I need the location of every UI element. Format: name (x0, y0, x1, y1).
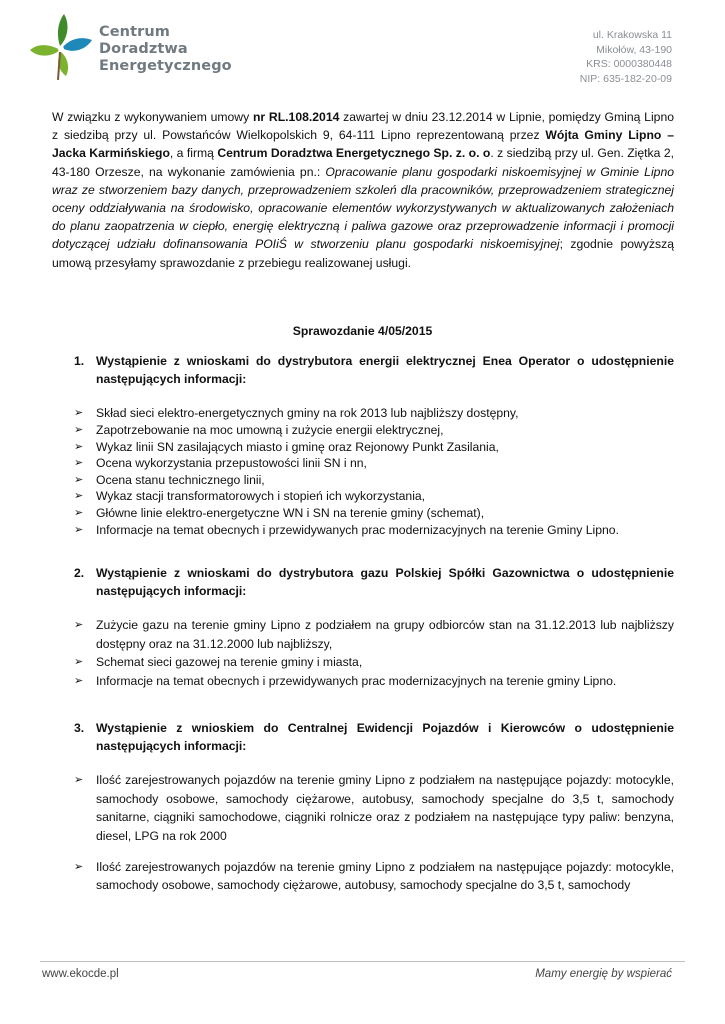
list-item (52, 439, 674, 456)
section-number: 1. (74, 354, 85, 368)
list-item-text: Informacje na temat obecnych i przewidywanych prac modernizacyjnych na terenie gminy Lipno. (96, 673, 617, 688)
arrow-bullet-icon: ➢ (74, 490, 84, 503)
list-item (52, 472, 674, 489)
logo-line: Doradztwa (99, 41, 188, 57)
intro-text: ; zgodnie powyższą umową przesyłamy sprawozdanie z przebiegu realizowanej usługi. (52, 237, 674, 270)
section-number: 2. (74, 566, 85, 580)
list-item (52, 672, 674, 690)
list-item-text: Wykaz stacji transformatorowych i stopień ich wykorzystania, (96, 489, 426, 504)
leaf-logo-icon (24, 10, 96, 82)
report-title: Sprawozdanie 4/05/2015 (292, 324, 433, 338)
bullet-list (52, 616, 674, 690)
list-item (52, 522, 674, 539)
section-heading (52, 352, 674, 388)
mayor-name: Wójta Gminy Lipno – Jacka Karmińskiego (52, 128, 674, 161)
list-item-text: Zużycie gazu na terenie gminy Lipno z podziałem na grupy odbiorców stan na 31.12.2013 lub najbliższy dostępny oraz na 31.12.2000 lub najbliższy, (96, 618, 674, 651)
section-2 (52, 564, 674, 690)
address-nip: NIP: 635-182-20-09 (579, 72, 672, 85)
intro-text: . z siedzibą przy ul. Gen. Ziętka 2, 43-180 Orzesze, na wykonanie zamówienia pn.: (52, 146, 674, 179)
address-street: ul. Krakowska 11 (592, 29, 672, 41)
arrow-bullet-icon: ➢ (74, 656, 84, 669)
section-heading-text: Wystąpienie z wnioskami do dystrybutora energii elektrycznej Enea Operator o udostępnienie następujących informacji: (96, 354, 674, 387)
list-item (52, 455, 674, 472)
intro-paragraph (52, 108, 674, 272)
section-number: 3. (74, 721, 85, 735)
list-item-text: Główne linie elektro-energetyczne WN i SN na terenie gminy (schemat), (96, 505, 485, 520)
list-item-text: Schemat sieci gazowej na terenie gminy i miasta, (96, 655, 363, 670)
logo-line: Centrum (99, 24, 171, 40)
contract-number: nr RL.108.2014 (252, 110, 340, 124)
list-item-text: Ilość zarejestrowanych pojazdów na terenie gminy Lipno z podziałem na następujące pojazdy: motocykle, samochody osobowe, samochody ciężarowe, autobusy, samochody specjalne do 3,5 t, samochody sanitarne, ciągniki samochodowe, ciągniki rolnicze oraz z podziałem na następujące typy paliw: benzyna, diesel, LPG na rok 2000 (96, 773, 674, 843)
list-item-text: Zapotrzebowanie na moc umowną i zużycie energii elektrycznej, (96, 423, 444, 437)
section-1 (52, 352, 674, 538)
bullet-list (52, 771, 674, 894)
footer-divider (40, 961, 685, 962)
arrow-bullet-icon: ➢ (74, 523, 84, 536)
list-item (52, 405, 674, 422)
address-city: Mikołów, 43-190 (596, 43, 672, 56)
list-item-text: Skład sieci elektro-energetycznych gminy na rok 2013 lub najbliższy dostępny, (96, 406, 519, 421)
company-address (580, 28, 672, 86)
logo-wordmark (99, 24, 232, 75)
company-name: Centrum Doradztwa Energetycznego Sp. z. o. o (217, 146, 491, 161)
arrow-bullet-icon: ➢ (74, 774, 84, 787)
intro-text: W związku z wykonywaniem umowy (52, 110, 253, 124)
list-item (52, 616, 674, 653)
section-heading (52, 719, 674, 755)
list-item (52, 771, 674, 845)
arrow-bullet-icon: ➢ (74, 506, 84, 519)
list-item (52, 488, 674, 505)
list-item-text: Ilość zarejestrowanych pojazdów na terenie gminy Lipno z podziałem na następujące pojazdy: motocykle, samochody osobowe, samochody ciężarowe, autobusy, samochody specjalne do 3,5 t, samochody (96, 860, 674, 893)
intro-paragraph-container (52, 108, 674, 272)
arrow-bullet-icon: ➢ (74, 861, 84, 874)
bullet-list (52, 405, 674, 538)
company-logo (24, 10, 232, 82)
list-item (52, 653, 674, 671)
list-item-text: Ocena wykorzystania przepustowości linii SN i nn, (96, 456, 367, 471)
arrow-bullet-icon: ➢ (74, 407, 84, 420)
section-heading (52, 564, 674, 600)
arrow-bullet-icon: ➢ (74, 440, 84, 453)
arrow-bullet-icon: ➢ (74, 674, 84, 687)
intro-text: zawartej w dniu 23.12.2014 w Lipnie, pomiędzy Gminą Lipno z siedzibą przy ul. Powstańców Wielkopolskich 9, 64-111 Lipno reprezentowaną przez (52, 110, 674, 143)
order-title: Opracowanie planu gospodarki niskoemisyjnej w Gminie Lipno wraz ze stworzeniem bazy danych, przeprowadzeniem szkoleń dla pracowników, przeprowadzeniem strategicznej oceny oddziaływania na środowisko, opracowanie elementów wykorzystywanych w aktualizowanych założeniach do planu zaopatrzenia w ciepło, energię elektryczną i paliwa gazowe oraz przeprowadzenie informacji i promocji dotyczącej udziału dofinansowania POIiŚ w stworzeniu planu gospodarki niskoemisyjnej (52, 164, 674, 252)
list-item-text: Ocena stanu technicznego linii, (96, 472, 265, 487)
footer-slogan: Mamy energię by wspierać (535, 968, 672, 980)
footer-website[interactable]: www.ekocde.pl (42, 968, 119, 980)
section-3 (52, 719, 674, 895)
list-item (52, 858, 674, 895)
list-item-text: Informacje na temat obecnych i przewidywanych prac modernizacyjnych na terenie Gminy Lipno. (96, 522, 619, 537)
address-krs: KRS: 0000380448 (586, 58, 672, 70)
arrow-bullet-icon: ➢ (74, 457, 84, 470)
list-item-text: Wykaz linii SN zasilających miasto i gminę oraz Rejonowy Punkt Zasilania, (96, 439, 499, 454)
list-item (52, 505, 674, 522)
arrow-bullet-icon: ➢ (74, 473, 84, 486)
arrow-bullet-icon: ➢ (74, 619, 84, 632)
logo-line: Energetycznego (99, 58, 232, 74)
section-heading-text: Wystąpienie z wnioskami do dystrybutora gazu Polskiej Spółki Gazownictwa o udostępnienie następujących informacji: (96, 566, 674, 599)
list-item (52, 422, 674, 439)
arrow-bullet-icon: ➢ (74, 424, 84, 436)
section-heading-text: Wystąpienie z wnioskiem do Centralnej Ewidencji Pojazdów i Kierowców o udostępnienie następujących informacji: (96, 721, 674, 754)
intro-text: , a firmą (169, 146, 218, 161)
